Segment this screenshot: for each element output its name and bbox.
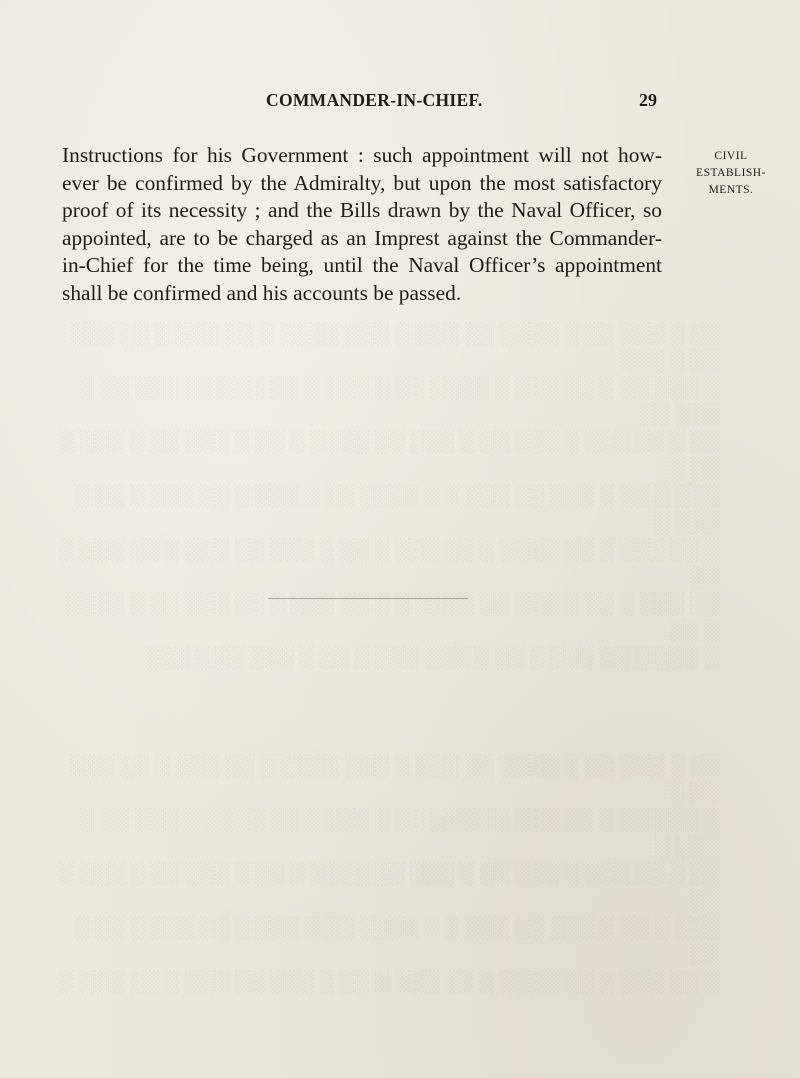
margin-note-line: CIVIL	[714, 150, 748, 162]
running-title: COMMANDER-IN-CHIEF.	[266, 90, 483, 110]
page-number: 29	[639, 90, 657, 110]
margin-note-line: ESTABLISH-	[696, 167, 766, 179]
show-through-rule	[268, 598, 468, 599]
text-line: appointed, are to be charged as an Imprest against the Commander-	[62, 225, 662, 250]
text-line: in-Chief for the time being, until the Naval Officer’s appointment	[62, 253, 662, 278]
margin-note-line: MENTS.	[708, 184, 754, 196]
margin-note	[681, 148, 781, 199]
show-through-texture: ░░ ░ ░░░ ░░ ░ ░░░░ ░░ ░░░ ░ ░░░ ░░░░ ░ ░░ ░░░ ░ ░░ ░░░ ░░ ░ ░░░ ░ ░░░ ░░ ░ ░░ ░░░ ░ ░░░░ ░░ ░ ░░░ ░ ░░ ░░░░ ░ ░░░ ░░ ░ ░░░ ░░ ░░ ░ ░░ ░░░ ░ ░░░ ░░ ░ ░░░ ░░ ░░░░ ░ ░░ ░ ░░░ ░░ ░ ░░░ ░ ░░ ░ ░░░ ░ ░░ ░ ░░░ ░░ ░░░ ░ ░ ░░░░ ░░ ░ ░░░ ░ ░░ ░░░ ░ ░░ ░ ░░░ ░ ░ ░░ ░░░ ░ ░░ ░░░░ ░ ░░ ░░░ ░ ░░ ░ ░░░ ░░ ░░░ ░ ░░ ░░░ ░ ░░ ░░ ░░░ ░ ░░ ░ ░░░ ░░ ░░░░ ░ ░ ░░ ░░░ ░ ░░ ░░░ ░░ ░ ░░░░ ░ ░░ ░ ░░░ ░ ░░ ░░░ ░ ░░ ░ ░░░ ░░░ ░ ░░ ░ ░░░ ░░ ░ ░░░ ░░ ░ ░░░ ░░ ░ ░░░░ ░░ ░░░ ░ ░░░ ░░░░ ░ ░░ ░░░ ░ ░░ ░░░ ░░ ░ ░ ░░░ ░░ ░ ░░ ░░░ ░ ░░░░ ░░ ░ ░░░ ░ ░░ ░░░░ ░ ░░░ ░░ ░ ░░░ ░ ░░ ░ ░░ ░░░ ░ ░░░ ░░ ░ ░░░ ░░ ░░░░ ░ ░░ ░ ░░░ ░░ ░ ░░░ ░ ░░ ░░░ ░ ░░ ░ ░░░ ░░ ░░░ ░ ░ ░░░░ ░░ ░ ░░░ ░ ░░ ░░░ ░ ░░ ░ ░░ ░ ░░ ░░░ ░ ░░ ░░░░ ░ ░░ ░░░ ░ ░░ ░ ░░░ ░░ ░░░ ░ ░░ ░░░ ░	[60, 321, 720, 993]
text-line: proof of its necessity ; and the Bills drawn by the Naval Officer, so	[62, 198, 662, 223]
text-line: Instructions for his Government : such appointment will not how-	[62, 143, 662, 167]
text-line: shall be confirmed and his accounts be passed.	[62, 280, 462, 305]
body-paragraph	[62, 142, 662, 308]
page-header	[0, 90, 800, 114]
text-line: ever be confirmed by the Admiralty, but upon the most satisfactory	[62, 170, 662, 195]
